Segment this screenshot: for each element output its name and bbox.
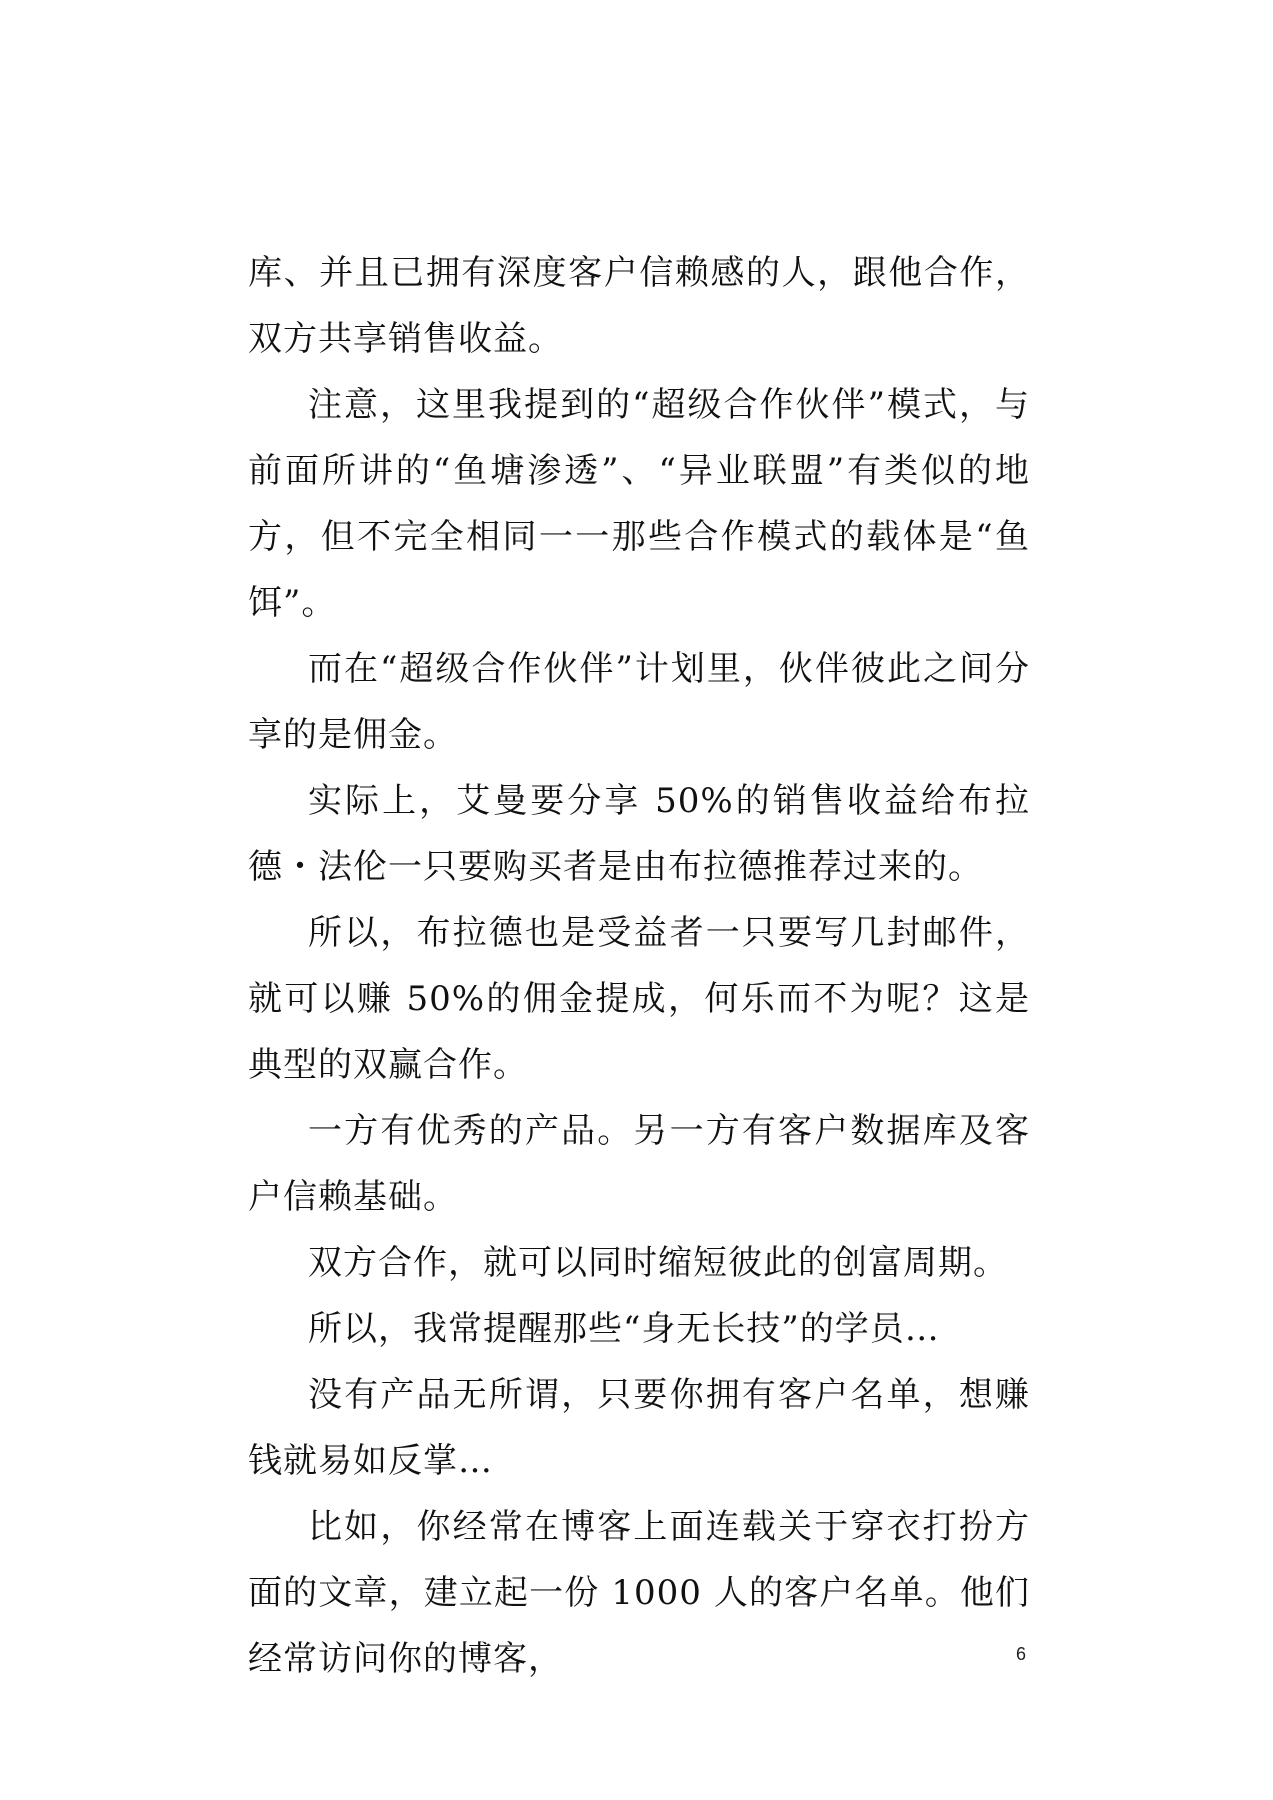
paragraph-5: 所以，布拉德也是受益者一只要写几封邮件，就可以赚 50%的佣金提成，何乐而不为呢？这是典型的双赢合作。 <box>248 913 1030 1085</box>
page-number: 6 <box>1016 1644 1027 1664</box>
paragraph-6: 一方有优秀的产品。另一方有客户数据库及客户信赖基础。 <box>248 1111 1030 1217</box>
paragraph-7: 双方合作，就可以同时缩短彼此的创富周期。 <box>308 1243 1008 1283</box>
paragraph-9: 没有产品无所谓，只要你拥有客户名单，想赚钱就易如反掌… <box>248 1375 1030 1481</box>
document-body <box>248 240 1030 1692</box>
paragraph-1: 库、并且已拥有深度客户信赖感的人，跟他合作，双方共享销售收益。 <box>248 253 1030 359</box>
paragraph-2: 注意，这里我提到的“超级合作伙伴”模式，与前面所讲的“鱼塘渗透”、“异业联盟”有类似的地方，但不完全相同一一那些合作模式的载体是“鱼饵”。 <box>248 385 1030 623</box>
paragraph-8: 所以，我常提醒那些“身无长技”的学员… <box>308 1309 940 1349</box>
paragraph-4: 实际上，艾曼要分享 50%的销售收益给布拉德・法伦一只要购买者是由布拉德推荐过来的。 <box>248 781 1030 887</box>
paragraph-10: 比如，你经常在博客上面连载关于穿衣打扮方面的文章，建立起一份 1000 人的客户名单。他们经常访问你的博客， <box>248 1507 1030 1679</box>
paragraph-3: 而在“超级合作伙伴”计划里，伙伴彼此之间分享的是佣金。 <box>248 649 1030 755</box>
